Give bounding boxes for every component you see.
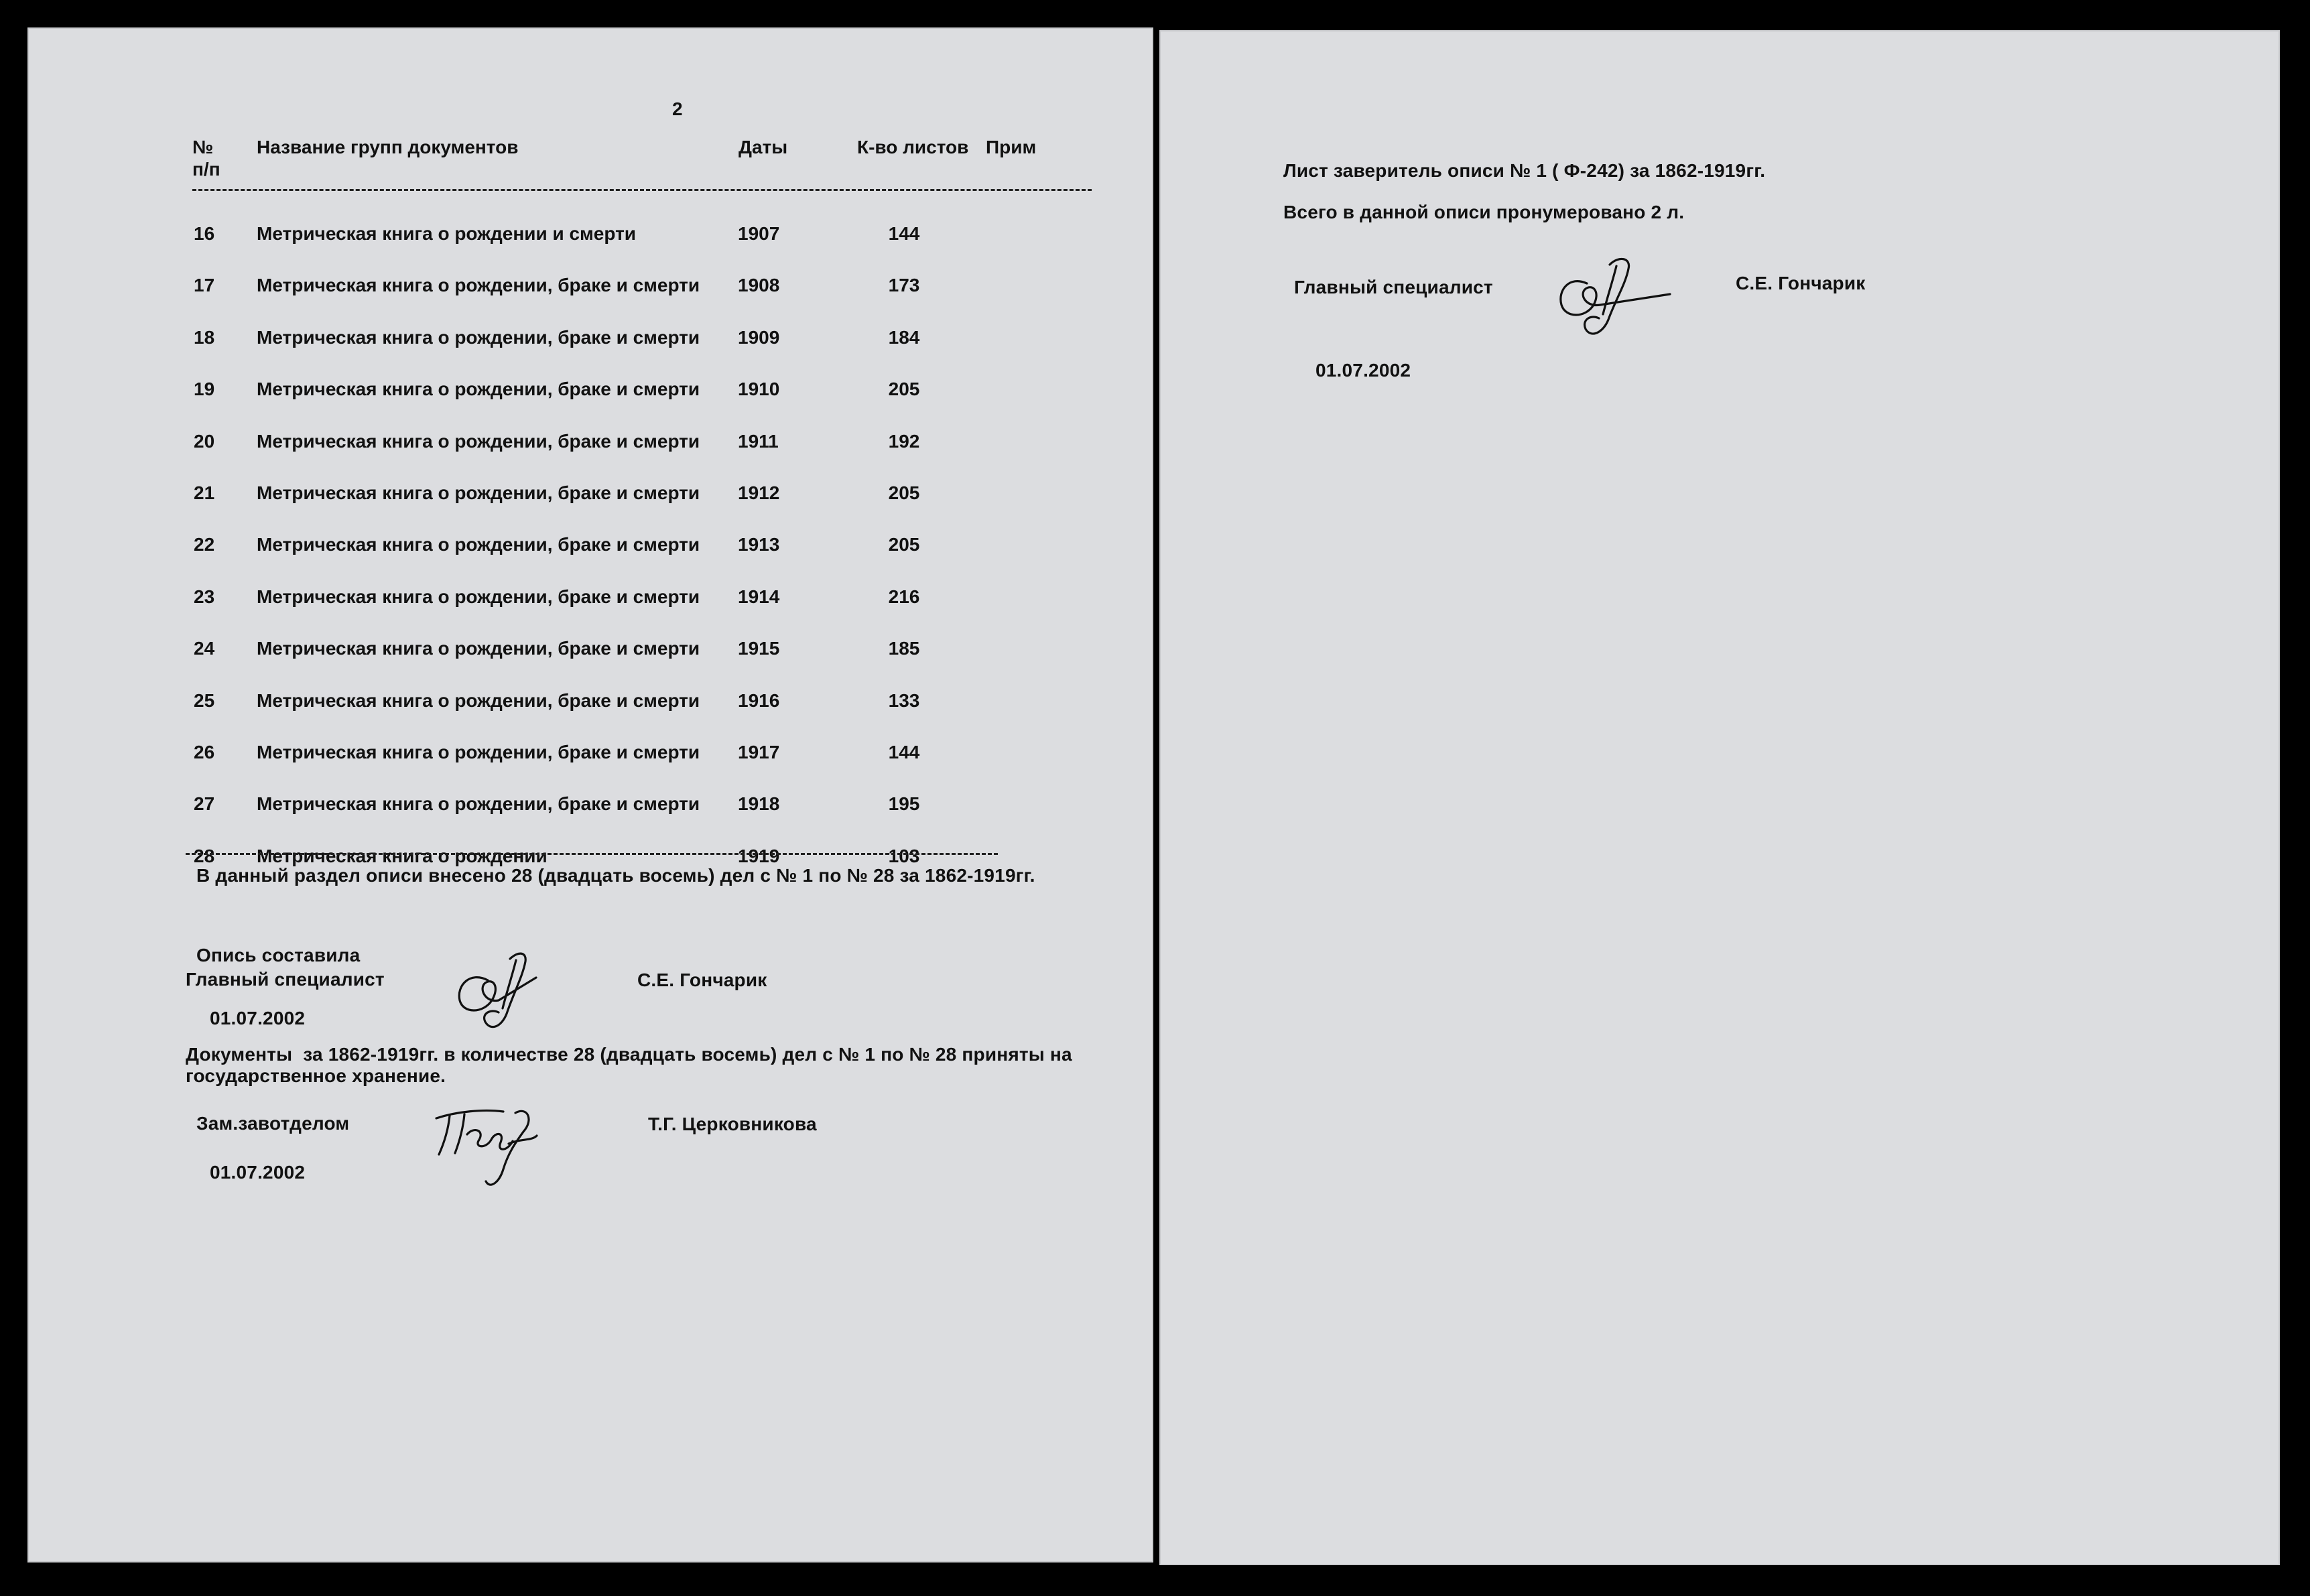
row-number: 19 bbox=[194, 379, 215, 399]
deputy-name: Т.Г. Церковникова bbox=[648, 1114, 817, 1134]
header-divider bbox=[192, 189, 1092, 191]
row-number: 16 bbox=[194, 223, 215, 244]
table-row bbox=[27, 690, 1153, 717]
row-sheets: 173 bbox=[888, 275, 920, 295]
table-bottom-divider bbox=[186, 853, 998, 855]
row-date: 1907 bbox=[738, 223, 780, 244]
row-date: 1913 bbox=[738, 534, 780, 555]
row-sheets: 205 bbox=[888, 482, 920, 503]
row-sheets: 216 bbox=[888, 586, 920, 607]
deputy-signature bbox=[430, 1100, 543, 1193]
row-date: 1917 bbox=[738, 742, 780, 762]
compiler-name: С.Е. Гончарик bbox=[637, 970, 767, 990]
table-row bbox=[27, 223, 1153, 250]
row-sheets: 144 bbox=[888, 223, 920, 244]
row-title: Метрическая книга о рождении, браке и смерти bbox=[257, 638, 700, 659]
row-number: 28 bbox=[194, 846, 215, 866]
row-sheets: 185 bbox=[888, 638, 920, 659]
row-title: Метрическая книга о рождении bbox=[257, 846, 548, 866]
row-number: 18 bbox=[194, 327, 215, 348]
compiler-signature bbox=[446, 939, 547, 1039]
row-title: Метрическая книга о рождении и смерти bbox=[257, 223, 636, 244]
row-number: 26 bbox=[194, 742, 215, 762]
column-header-notes: Прим bbox=[986, 137, 1037, 157]
row-title: Метрическая книга о рождении, браке и смерти bbox=[257, 275, 700, 295]
row-number: 23 bbox=[194, 586, 215, 607]
row-date: 1915 bbox=[738, 638, 780, 659]
deputy-date: 01.07.2002 bbox=[210, 1162, 306, 1183]
row-sheets: 133 bbox=[888, 690, 920, 711]
position-label: Главный специалист bbox=[1294, 277, 1493, 297]
row-number: 24 bbox=[194, 638, 215, 659]
row-date: 1908 bbox=[738, 275, 780, 295]
row-number: 20 bbox=[194, 431, 215, 452]
left-page bbox=[27, 27, 1153, 1562]
table-row bbox=[27, 586, 1153, 613]
row-sheets: 184 bbox=[888, 327, 920, 348]
row-sheets: 192 bbox=[888, 431, 920, 452]
table-row bbox=[27, 275, 1153, 302]
row-title: Метрическая книга о рождении, браке и смерти bbox=[257, 327, 700, 348]
deputy-position: Зам.завотделом bbox=[196, 1113, 350, 1134]
table-row bbox=[27, 379, 1153, 405]
row-title: Метрическая книга о рождении, браке и смерти bbox=[257, 793, 700, 814]
row-sheets: 103 bbox=[888, 846, 920, 866]
row-number: 27 bbox=[194, 793, 215, 814]
row-date: 1912 bbox=[738, 482, 780, 503]
row-date: 1909 bbox=[738, 327, 780, 348]
column-header-title: Название групп документов bbox=[257, 137, 519, 157]
row-date: 1911 bbox=[738, 431, 779, 452]
table-row bbox=[27, 482, 1153, 509]
row-number: 22 bbox=[194, 534, 215, 555]
table-row bbox=[27, 534, 1153, 561]
column-header-dates: Даты bbox=[739, 137, 788, 157]
row-title: Метрическая книга о рождении, браке и смерти bbox=[257, 379, 700, 399]
compiled-label: Опись составила bbox=[196, 945, 361, 966]
table-row bbox=[27, 793, 1153, 820]
row-title: Метрическая книга о рождении, браке и смерти bbox=[257, 690, 700, 711]
row-number: 25 bbox=[194, 690, 215, 711]
row-sheets: 205 bbox=[888, 534, 920, 555]
row-date: 1918 bbox=[738, 793, 780, 814]
certification-title: Лист заверитель описи № 1 ( Ф-242) за 1862-1919гг. bbox=[1283, 160, 1766, 181]
summary-text: В данный раздел описи внесено 28 (двадцать восемь) дел с № 1 по № 28 за 1862-1919гг. bbox=[196, 865, 1035, 886]
row-date: 1919 bbox=[738, 846, 780, 866]
row-title: Метрическая книга о рождении, браке и смерти bbox=[257, 431, 700, 452]
row-date: 1916 bbox=[738, 690, 780, 711]
signature bbox=[1548, 245, 1675, 345]
compiled-date: 01.07.2002 bbox=[210, 1008, 306, 1028]
row-title: Метрическая книга о рождении, браке и смерти bbox=[257, 586, 700, 607]
row-number: 17 bbox=[194, 275, 215, 295]
row-sheets: 205 bbox=[888, 379, 920, 399]
right-page bbox=[1159, 30, 2280, 1565]
row-sheets: 144 bbox=[888, 742, 920, 762]
table-row bbox=[27, 742, 1153, 769]
signer-name: С.Е. Гончарик bbox=[1736, 273, 1866, 293]
table-row bbox=[27, 638, 1153, 665]
acceptance-text: Документы за 1862-1919гг. в количестве 28 (двадцать восемь) дел с № 1 по № 28 приняты на государственное хранение. bbox=[186, 1044, 1072, 1086]
table-row bbox=[27, 431, 1153, 458]
row-sheets: 195 bbox=[888, 793, 920, 814]
certification-date: 01.07.2002 bbox=[1316, 360, 1411, 381]
row-title: Метрическая книга о рождении, браке и смерти bbox=[257, 534, 700, 555]
row-title: Метрическая книга о рождении, браке и смерти bbox=[257, 482, 700, 503]
row-number: 21 bbox=[194, 482, 215, 503]
column-header-num: № п/п bbox=[192, 137, 220, 180]
page-number: 2 bbox=[672, 98, 683, 119]
total-numbered-text: Всего в данной описи пронумеровано 2 л. bbox=[1283, 202, 1685, 222]
compiler-position: Главный специалист bbox=[186, 969, 385, 990]
table-row bbox=[27, 327, 1153, 354]
column-header-sheets: К-во листов bbox=[857, 137, 969, 157]
row-title: Метрическая книга о рождении, браке и смерти bbox=[257, 742, 700, 762]
row-date: 1910 bbox=[738, 379, 780, 399]
row-date: 1914 bbox=[738, 586, 780, 607]
